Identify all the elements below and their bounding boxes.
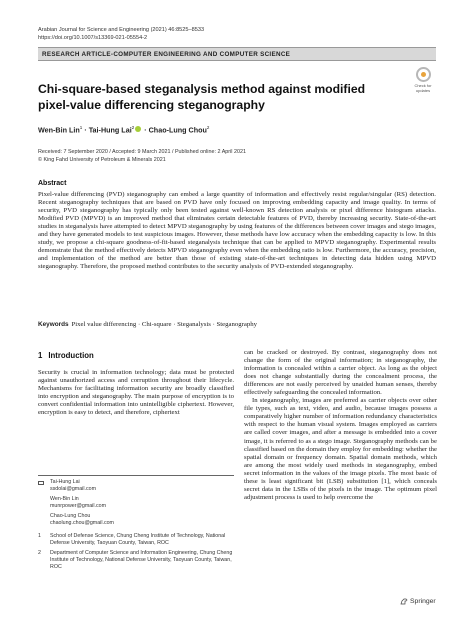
contact-email[interactable]: chaolung.chou@gmail.com bbox=[50, 520, 114, 526]
section-number: 1 bbox=[38, 351, 43, 360]
abstract-heading: Abstract bbox=[38, 180, 67, 187]
intro-paragraph: can be cracked or destroyed. By contrast, steganography does not change the form of the original information; in steganography, the information is concealed within a carrier object. As long as the object does not change substantially during the concealment process, the differences are not easily perceived by unaided human senses, thereby effectively safeguarding the concealed information. bbox=[244, 349, 437, 397]
intro-left-column bbox=[38, 369, 234, 417]
abstract-text: Pixel-value differencing (PVD) steganography can embed a large quantity of information and effectively resist regular/singular (RS) detection. Recent steganography techniques that are based on PVD have only focused on improving embedding capacity and image quality. In terms of security, PVD steganography has typically only been tested against well-known RS detection analysis or pixel difference histogram attacks. Modified PVD (MPVD) is an improved method that eliminates certain detectable features of PVD, thereby increasing security. State-of-the-art studies in steganalysis have attempted to detect MPVD steganography by using features of the differences between cover images and stego images, and they have generated models to test suspicious images. However, these methods have low accuracy when the embedding capacity is low. In this study, we propose a chi-square goodness-of-fit-based steganalysis technique that can be applied to MPVD steganography. Experimental results demonstrate that the method effectively detects MPVD steganography even when the embedding ratio is low. Furthermore, the accuracy, precision, and implementation of the method are better than those of existing state-of-the-art techniques in detecting data hidden using MPVD steganography. Therefore, the proposed method contributes to the security analysis of PVD-extended steganography. bbox=[38, 191, 436, 271]
keywords bbox=[38, 321, 257, 329]
envelope-icon bbox=[38, 481, 44, 485]
contact-email[interactable]: munrpower@gmail.com bbox=[50, 503, 107, 509]
springer-horse-icon bbox=[400, 598, 408, 605]
journal-info bbox=[38, 26, 204, 42]
contact-name: Wen-Bin Lin bbox=[50, 496, 79, 502]
publication-dates bbox=[38, 149, 246, 164]
affiliation-entry bbox=[38, 533, 234, 547]
section-title: Introduction bbox=[48, 351, 94, 360]
author-list: Wen-Bin Lin$^1$ · Tai-Hung Lai$^2$ · Chao-Lung Chou$^2$ bbox=[38, 125, 210, 135]
author-affiliation-mark: 2 bbox=[206, 125, 210, 130]
article-type-banner: RESEARCH ARTICLE-COMPUTER ENGINEERING AND COMPUTER SCIENCE bbox=[38, 47, 436, 61]
badge-line2: updates bbox=[415, 87, 431, 93]
affiliation-text: School of Defense Science, Chung Cheng Institute of Technology, National Defense University, Taoyuan County, Taiwan, ROC bbox=[50, 533, 226, 546]
badge-line1: Check for bbox=[414, 83, 432, 88]
author-name[interactable]: Wen-Bin Lin bbox=[38, 125, 80, 135]
check-for-updates-icon bbox=[416, 67, 431, 82]
publisher-name: Springer bbox=[410, 598, 436, 605]
intro-paragraph: In steganography, images are preferred as carrier objects over other file types, such as text, video, and audio, because images possess a comparatively higher number of information redundancy characteristics with respect to the human visual system. Images employed as carriers are called cover images, and after a message is embedded into a cover image, it is referred to as a stego image. Steganography methods can be classified based on the domain they employ for embedding: whether the spatial domain or frequency domain. Spatial domain methods, which are among the most widely used methods in steganography, embed secret information in the values of the image pixels. The most basic of these is least significant bit (LSB) substitution [1], which conceals secret data in the LSBs of the pixels in the image. The optimum pixel adjustment process is used to help overcome the bbox=[244, 397, 437, 501]
affiliation-mark: 1 bbox=[38, 533, 41, 539]
intro-right-column bbox=[244, 349, 437, 502]
publisher-logo bbox=[400, 598, 436, 605]
history-dates: Received: 7 September 2020 / Accepted: 9 March 2021 / Published online: 2 April 2021 bbox=[38, 149, 246, 155]
contact-name: Chao-Lung Chou bbox=[50, 513, 91, 519]
author-name[interactable]: Tai-Hung Lai bbox=[88, 125, 132, 135]
check-for-updates-badge[interactable] bbox=[410, 67, 436, 97]
doi-link[interactable]: https://doi.org/10.1007/s13369-021-05554-2 bbox=[38, 35, 148, 41]
author-name[interactable]: Chao-Lung Chou bbox=[148, 125, 207, 135]
author-affiliation-mark: 1 bbox=[79, 125, 83, 130]
affiliation-mark: 2 bbox=[38, 550, 41, 556]
contact-email[interactable]: ssdolai@gmail.com bbox=[50, 486, 97, 492]
affiliation-entry bbox=[38, 550, 234, 571]
copyright: © King Fahd University of Petroleum & Minerals 2021 bbox=[38, 156, 166, 163]
intro-paragraph: Security is crucial in information technology; data must be protected against unauthorized access and corruption throughout their lifecycle. Mechanisms for facilitating information security are broadly classified into encryption and steganography. The main purpose of encryption is to convert confidential information into unintelligible ciphertext. However, encryption is easy to detect, and therefore, ciphertext bbox=[38, 369, 234, 417]
author-affiliation-mark: 2 bbox=[131, 125, 135, 130]
contact-name: Tai-Hung Lai bbox=[50, 479, 80, 485]
orcid-icon[interactable] bbox=[135, 126, 141, 132]
contact-entry bbox=[38, 496, 234, 510]
author-footnotes bbox=[38, 475, 234, 571]
journal-citation: Arabian Journal for Science and Engineering (2021) 46:8525–8533 bbox=[38, 27, 205, 33]
keywords-list: Pixel value differencing · Chi-square · Steganalysis · Steganography bbox=[71, 321, 257, 328]
contact-entry bbox=[38, 479, 234, 493]
contact-entry bbox=[38, 513, 234, 527]
article-title: Chi-square-based steganalysis method against modified pixel-value differencing steganography bbox=[38, 82, 366, 112]
section-heading bbox=[38, 351, 94, 360]
affiliation-text: Department of Computer Science and Information Engineering, Chung Cheng Institute of Technology, National Defense University, Taoyuan County, Taiwan, ROC bbox=[50, 550, 233, 570]
keywords-label: Keywords bbox=[38, 321, 69, 328]
